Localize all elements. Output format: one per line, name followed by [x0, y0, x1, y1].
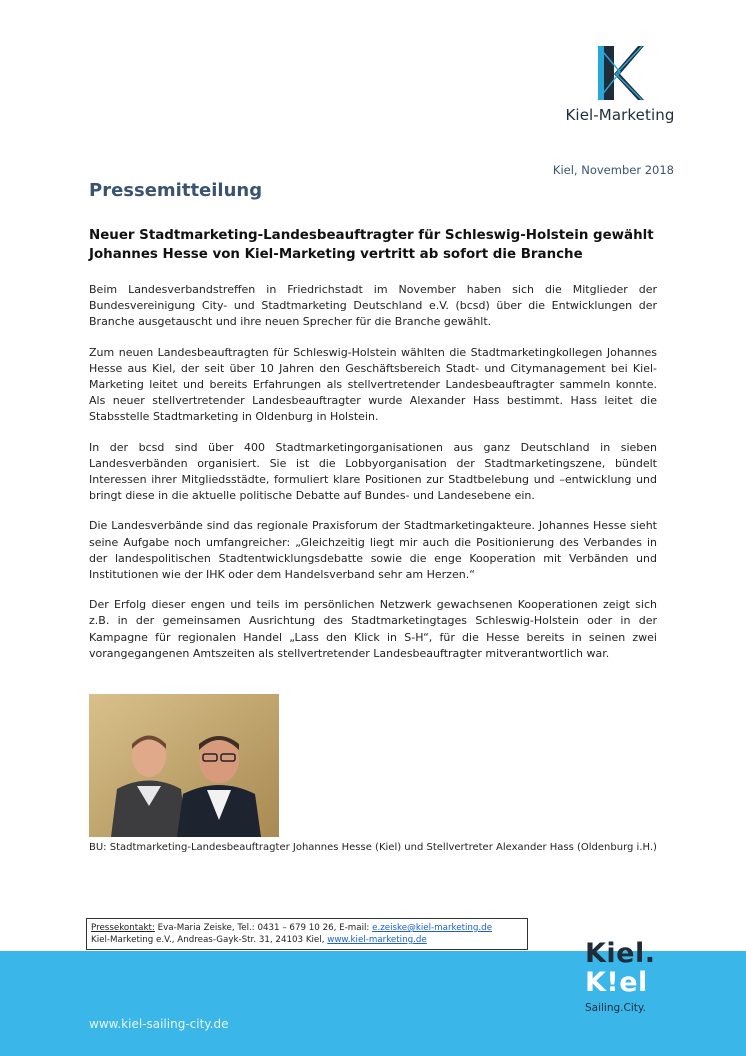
headline-line-1: Neuer Stadtmarketing-Landesbeauftragter für Schleswig-Holstein gewählt	[89, 228, 654, 243]
press-date: Kiel, November 2018	[552, 163, 674, 177]
logo-brand-text: Kiel-Marketing	[565, 106, 675, 124]
press-photo	[89, 694, 279, 837]
photo-caption: BU: Stadtmarketing-Landesbeauftragter Johannes Hesse (Kiel) und Stellvertreter Alexander Hass (Oldenburg i.H.)	[89, 842, 657, 853]
contact-email-link[interactable]: e.zeiske@kiel-marketing.de	[372, 923, 493, 933]
headline-line-2: Johannes Hesse von Kiel-Marketing vertritt ab sofort die Branche	[89, 247, 583, 262]
kiel-sailing-city-logo	[585, 940, 685, 1014]
paragraph-2: Zum neuen Landesbeauftragten für Schleswig-Holstein wählten die Stadtmarketingkollegen Johannes Hesse aus Kiel, der seit über 10 Jahren den Geschäftsbereich Stadt- und Citymanagement bei Kiel-Marketing leitet und bereits Erfahrungen als stellvertretender Landesbeauftragter sammeln konnte. Als neuer stellvertretender Landesbeauftragter wurde Alexander Hass bestimmt. Hass leitet die Stabsstelle Stadtmarketing in Oldenburg in Holstein.	[89, 345, 657, 424]
headline	[89, 226, 669, 264]
logo-word-kiel-white: K!el	[585, 967, 648, 998]
logo-tagline: Sailing.City.	[585, 1002, 646, 1014]
contact-line-1	[91, 922, 523, 934]
contact-line-2	[91, 934, 523, 946]
paragraph-5: Der Erfolg dieser engen und teils im persönlichen Netzwerk gewachsenen Kooperationen zeigt sich z.B. in der gemeinsamen Ausrichtung des Stadtmarketingtages Schleswig-Holstein oder in der Kampagne für regionalen Handel „Lass den Klick in S-H“, für die Hesse bereits in seinen zwei vorangegangenen Amtszeiten als stellvertretender Landesbeauftragter mitverantwortlich war.	[89, 598, 657, 660]
page-title: Pressemitteilung	[89, 180, 263, 201]
paragraph-3: In der bcsd sind über 400 Stadtmarketingorganisationen aus ganz Deutschland in sieben Landesverbänden organisiert. Sie ist die Lobbyorganisation der Stadtmarketingszene, bündelt Interessen ihrer Mitgliedsstädte, formuliert klare Positionen zur Stadtbelebung und –entwicklung und bringt diese in die aktuelle politische Debatte auf Bundes- und Landesebene ein.	[89, 440, 657, 503]
contact-label: Pressekontakt:	[91, 923, 155, 933]
paragraph-1: Beim Landesverbandstreffen in Friedrichstadt im November haben sich die Mitglieder der Bundesvereinigung City- und Stadtmarketing Deutschland e.V. (bcsd) über die Entwicklungen der Branche ausgetauscht und ihre neuen Sprecher für die Branche gewählt.	[89, 283, 657, 329]
paragraph-4: Die Landesverbände sind das regionale Praxisforum der Stadtmarketingakteure. Johannes Hesse sieht seine Aufgabe noch umfangreicher: „Gleichzeitig liegt mir auch die Positionierung des Verbandes in der landespolitischen Stadtentwicklungsdebatte sowie die enge Kooperation mit Verbänden und Institutionen wie der IHK oder dem Handelsverband sehr am Herzen.“	[89, 519, 657, 582]
contact-website-link[interactable]: www.kiel-marketing.de	[327, 935, 427, 945]
kiel-marketing-k-icon	[594, 44, 646, 102]
contact-address: Kiel-Marketing e.V., Andreas-Gayk-Str. 31, 24103 Kiel,	[91, 935, 328, 945]
kiel-marketing-logo	[560, 44, 680, 124]
logo-word-kiel-dark: Kiel.	[585, 938, 656, 969]
press-contact-box	[86, 918, 528, 950]
contact-person: Eva-Maria Zeiske, Tel.: 0431 – 679 10 26, E-mail:	[154, 923, 373, 933]
body-text	[89, 282, 657, 676]
footer-url: www.kiel-sailing-city.de	[89, 1017, 229, 1031]
